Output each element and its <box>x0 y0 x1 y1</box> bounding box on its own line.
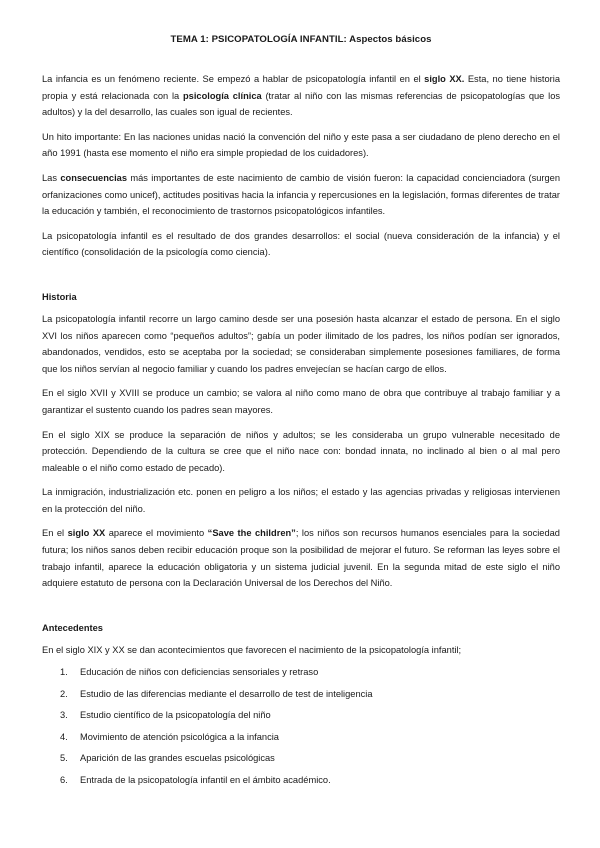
list-item <box>60 686 560 702</box>
list-text: Movimiento de atención psicológica a la infancia <box>80 731 279 742</box>
list-item <box>60 729 560 745</box>
bold-run: psicología clínica <box>183 90 262 101</box>
section-spacer <box>42 600 560 620</box>
historia-paragraph-4: La inmigración, industrialización etc. ponen en peligro a los niños; el estado y las agencias privadas y religiosas intervienen en la protección del niño. <box>42 487 560 514</box>
intro-paragraph-1 <box>42 71 560 121</box>
bold-run: consecuencias <box>60 172 128 183</box>
list-text: Estudio de las diferencias mediante el desarrollo de test de inteligencia <box>80 688 373 699</box>
section-spacer <box>42 269 560 289</box>
text-run: Las <box>42 172 61 183</box>
list-item <box>60 664 560 680</box>
text-run: más importantes de este nacimiento de cambio de visión fueron: la capacidad concienciadora (surgen orfanizaciones como unicef), actitudes positivas hacia la infancia y repercusiones en la legislación, formas diferentes de tratar la educación y también, el reconocimiento de trastornos psicopatológicos infantiles. <box>42 172 560 217</box>
historia-paragraph-3: En el siglo XIX se produce la separación de niños y adultos; se les consideraba un grupo vulnerable necesitado de protección. Dependiendo de la cultura se cree que el niño nace con: bondad innata, no inclinado al bien o al mal pero maleable o el niño como estado de pecado). <box>42 429 560 473</box>
historia-paragraph-1: La psicopatología infantil recorre un largo camino desde ser una posesión hasta alcanzar el estado de persona. En el siglo XVI los niños aparecen como “pequeños adultos”; gabía un poder ilimitado de los padres, los niños podían ser ignorados, abandonados, vendidos, esto se aceptaba por la sociedad; se consideraban simplemente posesiones familiares, de forma que los niños servían al negocio familiar y cuando los padres envejecían se hacían cargo de ellos. <box>42 313 560 374</box>
list-number: 6. <box>60 774 68 785</box>
antecedentes-heading: Antecedentes <box>42 622 103 633</box>
list-item <box>60 750 560 766</box>
historia-heading: Historia <box>42 291 77 302</box>
bold-run: “Save the children” <box>207 528 296 539</box>
document-title <box>42 34 560 45</box>
list-text: Aparición de las grandes escuelas psicológicas <box>80 753 275 764</box>
title-bold: TEMA 1: PSICOPATOLOGÍA INFANTIL: <box>170 34 347 45</box>
historia-paragraph-5 <box>42 525 560 591</box>
list-number: 4. <box>60 731 68 742</box>
intro-paragraph-2: Un hito importante: En las naciones unidas nació la convención del niño y este pasa a ser ciudadano de pleno derecho en el año 1991 (hasta ese momento el niño era simple propiedad de los cuidadores). <box>42 131 560 159</box>
intro-paragraph-4: La psicopatología infantil es el resultado de dos grandes desarrollos: el social (nueva consideración de la infancia) y el científico (consolidación de la psicología como ciencia). <box>42 230 560 258</box>
list-item <box>60 772 560 788</box>
text-run: ; los niños son recursos humanos esenciales para la sociedad futura; los niños sanos deben recibir educación proque son la posibilidad de mejorar el futuro. Se reforman las leyes sobre el trabajo infantil, aparece la educación obligatoria y un sistema judicial juvenil. En la segunda mitad de este siglo el niño adquiere estatuto de persona con la Declaración Universal de los Derechos del Niño. <box>42 528 560 589</box>
text-run: La infancia es un fenómeno reciente. Se empezó a hablar de psicopatología infantil en el <box>42 74 425 84</box>
antecedentes-intro: En el siglo XIX y XX se dan acontecimientos que favorecen el nacimiento de la psicopatología infantil; <box>42 644 462 655</box>
text-run: En el <box>42 528 68 539</box>
document-content <box>42 34 560 793</box>
list-text: Entrada de la psicopatología infantil en el ámbito académico. <box>80 774 331 785</box>
list-number: 5. <box>60 753 68 764</box>
text-run: (tratar al niño con las mismas referencias de psicopatologías que los adultos) y la del desarrollo, las cuales son igual de recientes. <box>42 90 561 118</box>
text-run: aparece el movimiento <box>105 528 208 539</box>
list-text: Estudio científico de la psicopatología del niño <box>80 710 271 721</box>
list-number: 1. <box>60 667 68 678</box>
title-rest: Aspectos básicos <box>346 34 432 45</box>
historia-paragraph-2: En el siglo XVII y XVIII se produce un cambio; se valora al niño como mano de obra que contribuye al trabajo familiar y a garantizar el sustento cuando los padres sean mayores. <box>42 388 560 415</box>
list-number: 2. <box>60 688 68 699</box>
intro-paragraph-3 <box>42 170 560 220</box>
list-number: 3. <box>60 710 68 721</box>
bold-run: siglo XX <box>67 528 106 539</box>
list-item <box>60 707 560 723</box>
bold-run: siglo XX. <box>424 74 465 84</box>
antecedentes-list <box>42 664 560 788</box>
text-run: Esta, no tiene historia propia y está relacionada con la <box>42 74 560 101</box>
list-text: Educación de niños con deficiencias sensoriales y retraso <box>80 667 319 678</box>
